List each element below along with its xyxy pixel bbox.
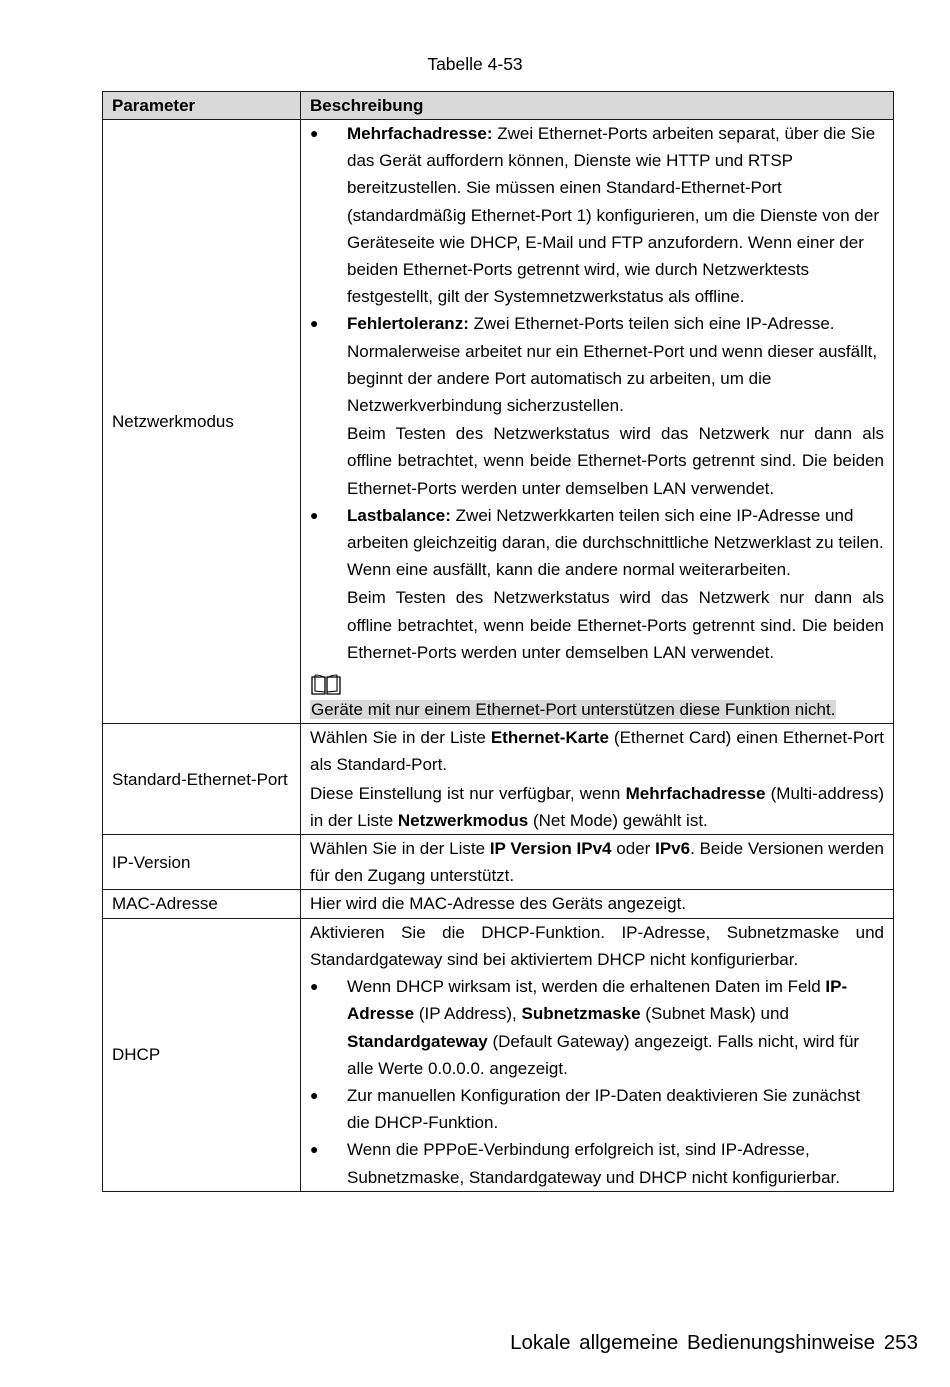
netzwerkmodus-list: [310, 120, 884, 419]
text-span: (Multi-address) in der Liste: [310, 783, 884, 830]
bullet-dot-icon: ●: [310, 978, 319, 995]
list-item: [310, 1082, 884, 1136]
param-dhcp: DHCP: [103, 918, 301, 1191]
fehlertoleranz-extra: Beim Testen des Netzwerkstatus wird das Netzwerk nur dann als offline betrachtet, wenn beide Ethernet-Ports getrennt sind. Die beiden Ethernet-Ports werden unter demselben LAN verwendet.: [347, 424, 884, 498]
header-parameter: Parameter: [103, 92, 301, 120]
term-fehlertoleranz: Fehlertoleranz:: [347, 314, 469, 334]
desc-dhcp: [301, 918, 894, 1191]
list-item: [310, 973, 884, 1082]
term-ipv6: IPv6: [655, 839, 691, 859]
text-span: (Net Mode) gewählt ist.: [528, 810, 708, 830]
text-span: . Beide Versionen werden für den Zugang unterstützt.: [310, 839, 884, 886]
term-subnetzmaske: Subnetzmaske: [521, 1004, 641, 1024]
text-span: Zur manuellen Konfiguration der IP-Daten deaktivieren Sie zunächst die DHCP-Funktion.: [347, 1085, 861, 1133]
list-item: [310, 120, 884, 310]
text-span: Diese Einstellung ist nur verfügbar, wenn: [310, 783, 626, 803]
table-row: [103, 918, 894, 1191]
text-span: (Ethernet Card) einen Ethernet-Port als Standard-Port.: [310, 728, 884, 775]
table-row: [103, 120, 894, 724]
text-span: Wählen Sie in der Liste: [310, 728, 491, 748]
text-fehlertoleranz: Zwei Ethernet-Ports teilen sich eine IP-Adresse. Normalerweise arbeitet nur ein Ethernet-Port und wenn dieser ausfällt, beginnt der andere Port automatisch zu arbeiten, um die Netzwerkverbindung sicherzustellen.: [347, 314, 878, 416]
table-row: [103, 835, 894, 890]
bullet-dot-icon: ●: [310, 1086, 319, 1103]
text-span: oder: [611, 839, 656, 859]
param-netzwerkmodus: Netzwerkmodus: [103, 120, 301, 724]
list-item: [310, 310, 884, 419]
table-row: [103, 724, 894, 835]
desc-standard-ethernet-port: [301, 724, 894, 835]
bullet-dot-icon: ●: [310, 506, 319, 523]
page-number: 253: [883, 1331, 918, 1354]
term-mehrfachadresse-ref: Mehrfachadresse: [625, 783, 766, 803]
text-span: Wenn DHCP wirksam ist, werden die erhaltenen Daten im Feld: [347, 977, 826, 997]
desc-ip-version: [301, 835, 894, 890]
term-mehrfachadresse: Mehrfachadresse:: [347, 124, 493, 143]
text-lastbalance: Zwei Netzwerkkarten teilen sich eine IP-Adresse und arbeiten gleichzeitig daran, die durchschnittliche Netzwerklast zu teilen. Wenn eine ausfällt, kann die andere normal weiterarbeiten.: [347, 505, 884, 580]
standard-port-p1: [310, 724, 884, 778]
text-span: (Subnet Mask) und: [640, 1004, 789, 1024]
desc-netzwerkmodus: [301, 120, 894, 724]
dhcp-list: [310, 973, 884, 1191]
desc-mac-adresse: Hier wird die MAC-Adresse des Geräts angezeigt.: [301, 890, 894, 918]
term-standardgateway: Standardgateway: [347, 1031, 488, 1051]
note-line: [310, 696, 884, 723]
table-caption: Tabelle 4-53: [427, 54, 523, 74]
table-header-row: [103, 92, 894, 120]
param-mac-adresse: MAC-Adresse: [103, 890, 301, 918]
term-ip-adresse: IP-Adresse: [347, 977, 848, 1024]
term-ethernet-karte: Ethernet-Karte: [490, 728, 609, 748]
text-mehrfachadresse: Zwei Ethernet-Ports arbeiten separat, über die Sie das Gerät auffordern können, Dienste wie HTTP und RTSP bereitzustellen. Sie müssen einen Standard-Ethernet-Port (standardmäßig Ethernet-Port 1) konfigurieren, um die Dienste von der Geräteseite wie DHCP, E-Mail und FTP anzufordern. Wenn einer der beiden Ethernet-Ports getrennt wird, wie durch Netzwerktests festgestellt, gilt der Systemnetzwerkstatus als offline.: [347, 124, 879, 307]
ip-version-text: [310, 835, 884, 889]
list-item: [310, 502, 884, 584]
text-span: (Default Gateway) angezeigt. Falls nicht, wird für alle Werte 0.0.0.0. angezeigt.: [347, 1031, 860, 1078]
parameter-table: [102, 91, 894, 1192]
term-ip-version-ipv4: IP Version IPv4: [489, 839, 612, 859]
dhcp-intro: Aktivieren Sie die DHCP-Funktion. IP-Adresse, Subnetzmaske und Standardgateway sind bei aktiviertem DHCP nicht konfigurierbar.: [310, 922, 884, 969]
note-text: Geräte mit nur einem Ethernet-Port unterstützen diese Funktion nicht.: [311, 700, 836, 720]
table-row: [103, 890, 894, 918]
list-item: [310, 1136, 884, 1190]
param-ip-version: IP-Version: [103, 835, 301, 890]
text-span: (IP Address),: [414, 1004, 522, 1024]
term-netzwerkmodus-ref: Netzwerkmodus: [397, 810, 529, 830]
book-note-icon: [310, 666, 884, 696]
text-span: Wählen Sie in der Liste: [310, 839, 490, 859]
header-beschreibung: Beschreibung: [301, 92, 894, 120]
bullet-dot-icon: ●: [310, 1141, 319, 1158]
standard-port-p2: [310, 780, 884, 834]
lastbalance-extra: Beim Testen des Netzwerkstatus wird das Netzwerk nur dann als offline betrachtet, wenn beide Ethernet-Ports getrennt sind. Die beiden Ethernet-Ports werden unter demselben LAN verwendet.: [347, 588, 884, 662]
term-lastbalance: Lastbalance:: [347, 505, 451, 525]
book-note-icon-svg: [310, 674, 342, 696]
bullet-dot-icon: ●: [310, 125, 319, 141]
netzwerkmodus-list-2: [310, 502, 884, 584]
footer-section-title: Lokale allgemeine Bedienungshinweise: [510, 1331, 876, 1354]
bullet-dot-icon: ●: [310, 315, 319, 332]
page-footer: [510, 1330, 918, 1356]
text-span: Wenn die PPPoE-Verbindung erfolgreich ist, sind IP-Adresse, Subnetzmaske, Standardgateway und DHCP nicht konfigurierbar.: [347, 1140, 840, 1187]
param-standard-ethernet-port: Standard-Ethernet-Port: [103, 724, 301, 835]
